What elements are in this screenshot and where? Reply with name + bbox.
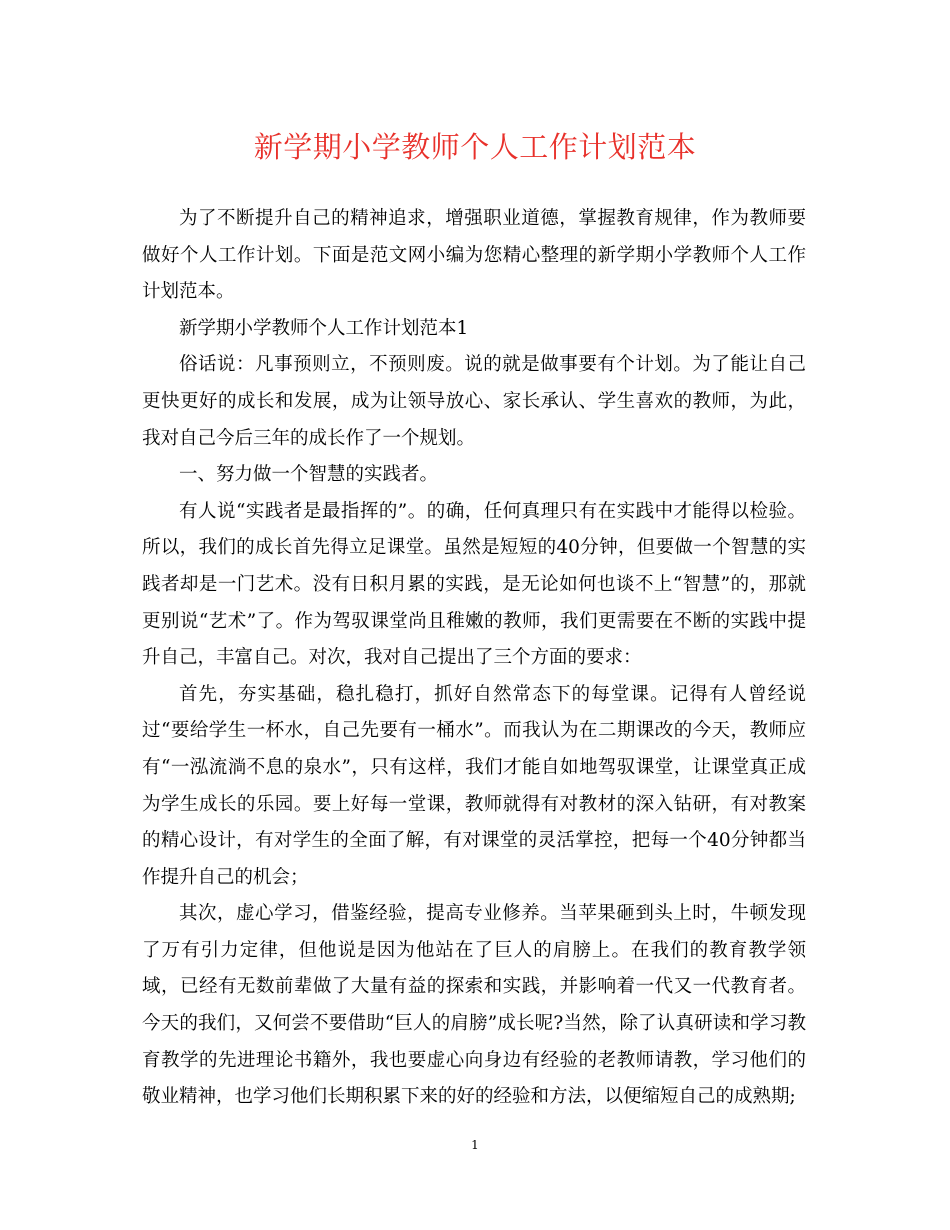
paragraph-intro: 为了不断提升自己的精神追求，增强职业道德，掌握教育规律，作为教师要做好个人工作计划。下面是范文网小编为您精心整理的新学期小学教师个人工作计划范本。 [142,208,806,303]
document-body [142,201,806,1116]
document-title: 新学期小学教师个人工作计划范本 [253,130,697,164]
paragraph-section-heading: 新学期小学教师个人工作计划范本1 [179,317,469,339]
paragraph-point-one: 一、努力做一个智慧的实践者。 [179,464,439,486]
paragraph-proverb: 俗话说：凡事预则立，不预则废。说的就是做事要有个计划。为了能让自己更快更好的成长和发展，成为让领导放心、家长承认、学生喜欢的教师，为此，我对自己今后三年的成长作了一个规划。 [142,354,806,449]
page-number: 1 [471,1138,479,1152]
paragraph-second: 其次，虚心学习，借鉴经验，提高专业修养。当苹果砸到头上时，牛顿发现了万有引力定律，但他说是因为他站在了巨人的肩膀上。在我们的教育教学领域，已经有无数前辈做了大量有益的探索和实践，并影响着一代又一代教育者。今天的我们，又何尝不要借助“巨人的肩膀”成长呢?当然，除了认真研读和学习教育教学的先进理论书籍外，我也要虚心向身边有经验的老教师请教，学习他们的敬业精神，也学习他们长期积累下来的好的经验和方法，以便缩短自己的成熟期; [142,903,806,1108]
paragraph-practice: 有人说“实践者是最指挥的”。的确，任何真理只有在实践中才能得以检验。所以，我们的成长首先得立足课堂。虽然是短短的40分钟，但要做一个智慧的实践者却是一门艺术。没有日积月累的实践，是无论如何也谈不上“智慧”的，那就更别说“艺术”了。作为驾驭课堂尚且稚嫩的教师，我们更需要在不断的实践中提升自己，丰富自己。对次，我对自己提出了三个方面的要求： [142,500,806,669]
paragraph-first: 首先，夯实基础，稳扎稳打，抓好自然常态下的每堂课。记得有人曾经说过“要给学生一杯水，自己先要有一桶水”。而我认为在二期课改的今天，教师应有“一泓流淌不息的泉水”，只有这样，我们才能自如地驾驭课堂，让课堂真正成为学生成长的乐园。要上好每一堂课，教师就得有对教材的深入钻研，有对教案的精心设计，有对学生的全面了解，有对课堂的灵活掌控，把每一个40分钟都当作提升自己的机会； [142,683,806,888]
